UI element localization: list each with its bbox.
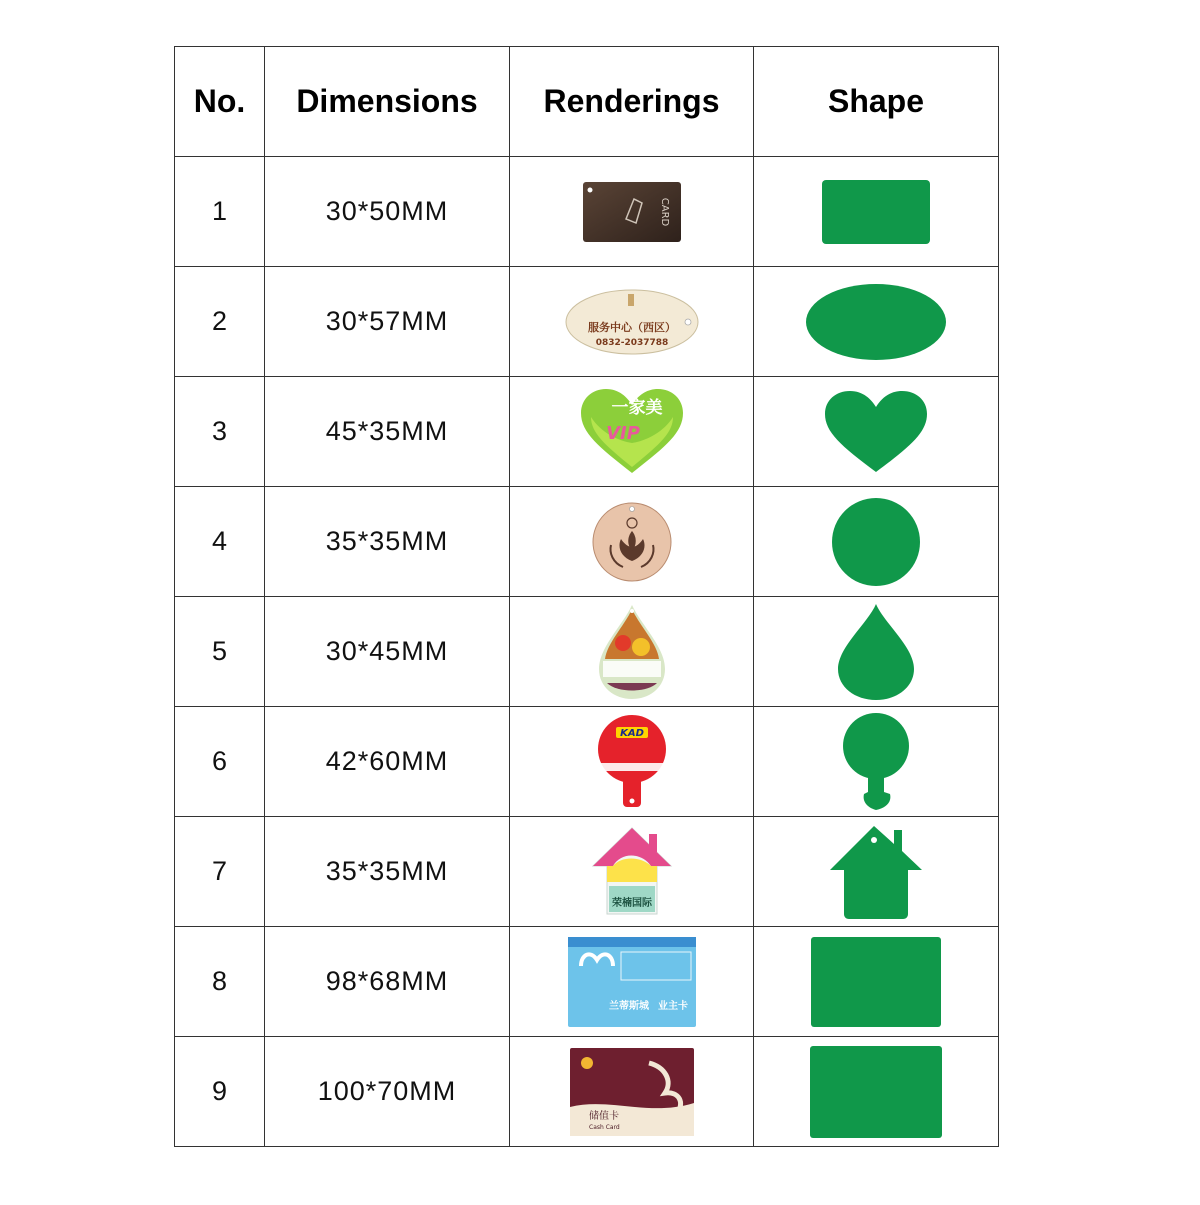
rendering-cell [510,377,754,487]
row-dimensions: 30*50MM [265,157,510,267]
shape-cell [754,597,999,707]
table-row [175,1037,999,1147]
rendering-cell [510,267,754,377]
heart-shape-icon [823,390,929,474]
cash-card-title: 储值卡 [588,1110,619,1122]
rendering-cell [510,597,754,707]
row-dimensions: 100*70MM [265,1037,510,1147]
round-rendering-image [591,501,673,583]
row-dimensions: 30*57MM [265,267,510,377]
blue-card-subtitle: 业主卡 [657,1000,688,1012]
card-label: CARD [658,197,670,226]
heart-card-title: 一家美 [611,397,662,418]
rendering-cell [510,707,754,817]
row-dimensions: 35*35MM [265,817,510,927]
rendering-cell [510,487,754,597]
rendering-cell [510,927,754,1037]
shape-cell [754,927,999,1037]
table-row [175,267,999,377]
shape-cell [754,267,999,377]
shape-cell [754,157,999,267]
row-number: 8 [175,927,265,1037]
heart-rendering-image [579,387,685,477]
large-rectangle-shape-icon [810,936,942,1028]
header-dimensions: Dimensions [265,47,510,157]
blue-card-rendering-image [567,936,697,1028]
oval-rendering-image [564,288,700,356]
rendering-cell [510,157,754,267]
lollipop-card-logo: KAD [619,727,644,739]
row-dimensions: 30*45MM [265,597,510,707]
rendering-cell [510,1037,754,1147]
row-dimensions: 98*68MM [265,927,510,1037]
oval-card-title: 服务中心（西区） [587,320,676,334]
oval-shape-icon [805,283,947,361]
shape-cell [754,817,999,927]
shape-cell [754,377,999,487]
row-number: 7 [175,817,265,927]
blue-card-title: 兰蒂斯城 [608,1000,649,1012]
cash-card-subtitle: Cash Card [588,1123,620,1131]
table-row [175,157,999,267]
row-number: 3 [175,377,265,487]
row-number: 2 [175,267,265,377]
header-no: No. [175,47,265,157]
table-row [175,597,999,707]
table-row [175,707,999,817]
rectangle-shape-icon [821,179,931,245]
house-card-title: 荣楠国际 [611,897,652,909]
row-dimensions: 35*35MM [265,487,510,597]
spec-table [174,46,999,1147]
table-row [175,377,999,487]
row-number: 5 [175,597,265,707]
shape-cell [754,487,999,597]
row-number: 6 [175,707,265,817]
house-shape-icon [828,824,924,920]
shape-cell [754,1037,999,1147]
house-rendering-image [591,826,673,918]
row-number: 4 [175,487,265,597]
drop-shape-icon [837,603,915,701]
table-row [175,487,999,597]
card-rendering-image [582,181,682,243]
drop-rendering-image [597,603,667,701]
rendering-cell [510,817,754,927]
header-shape: Shape [754,47,999,157]
circle-shape-icon [831,497,921,587]
row-number: 9 [175,1037,265,1147]
lollipop-shape-icon [838,712,914,812]
cash-card-rendering-image [569,1047,695,1137]
lollipop-rendering-image [596,713,668,811]
row-number: 1 [175,157,265,267]
row-dimensions: 42*60MM [265,707,510,817]
header-renderings: Renderings [510,47,754,157]
oval-card-phone: 0832-2037788 [595,337,668,348]
table-row [175,927,999,1037]
large-rectangle-shape-icon [809,1045,943,1139]
heart-card-vip: VIP [605,422,640,444]
row-dimensions: 45*35MM [265,377,510,487]
header-row [175,47,999,157]
table-row [175,817,999,927]
shape-cell [754,707,999,817]
